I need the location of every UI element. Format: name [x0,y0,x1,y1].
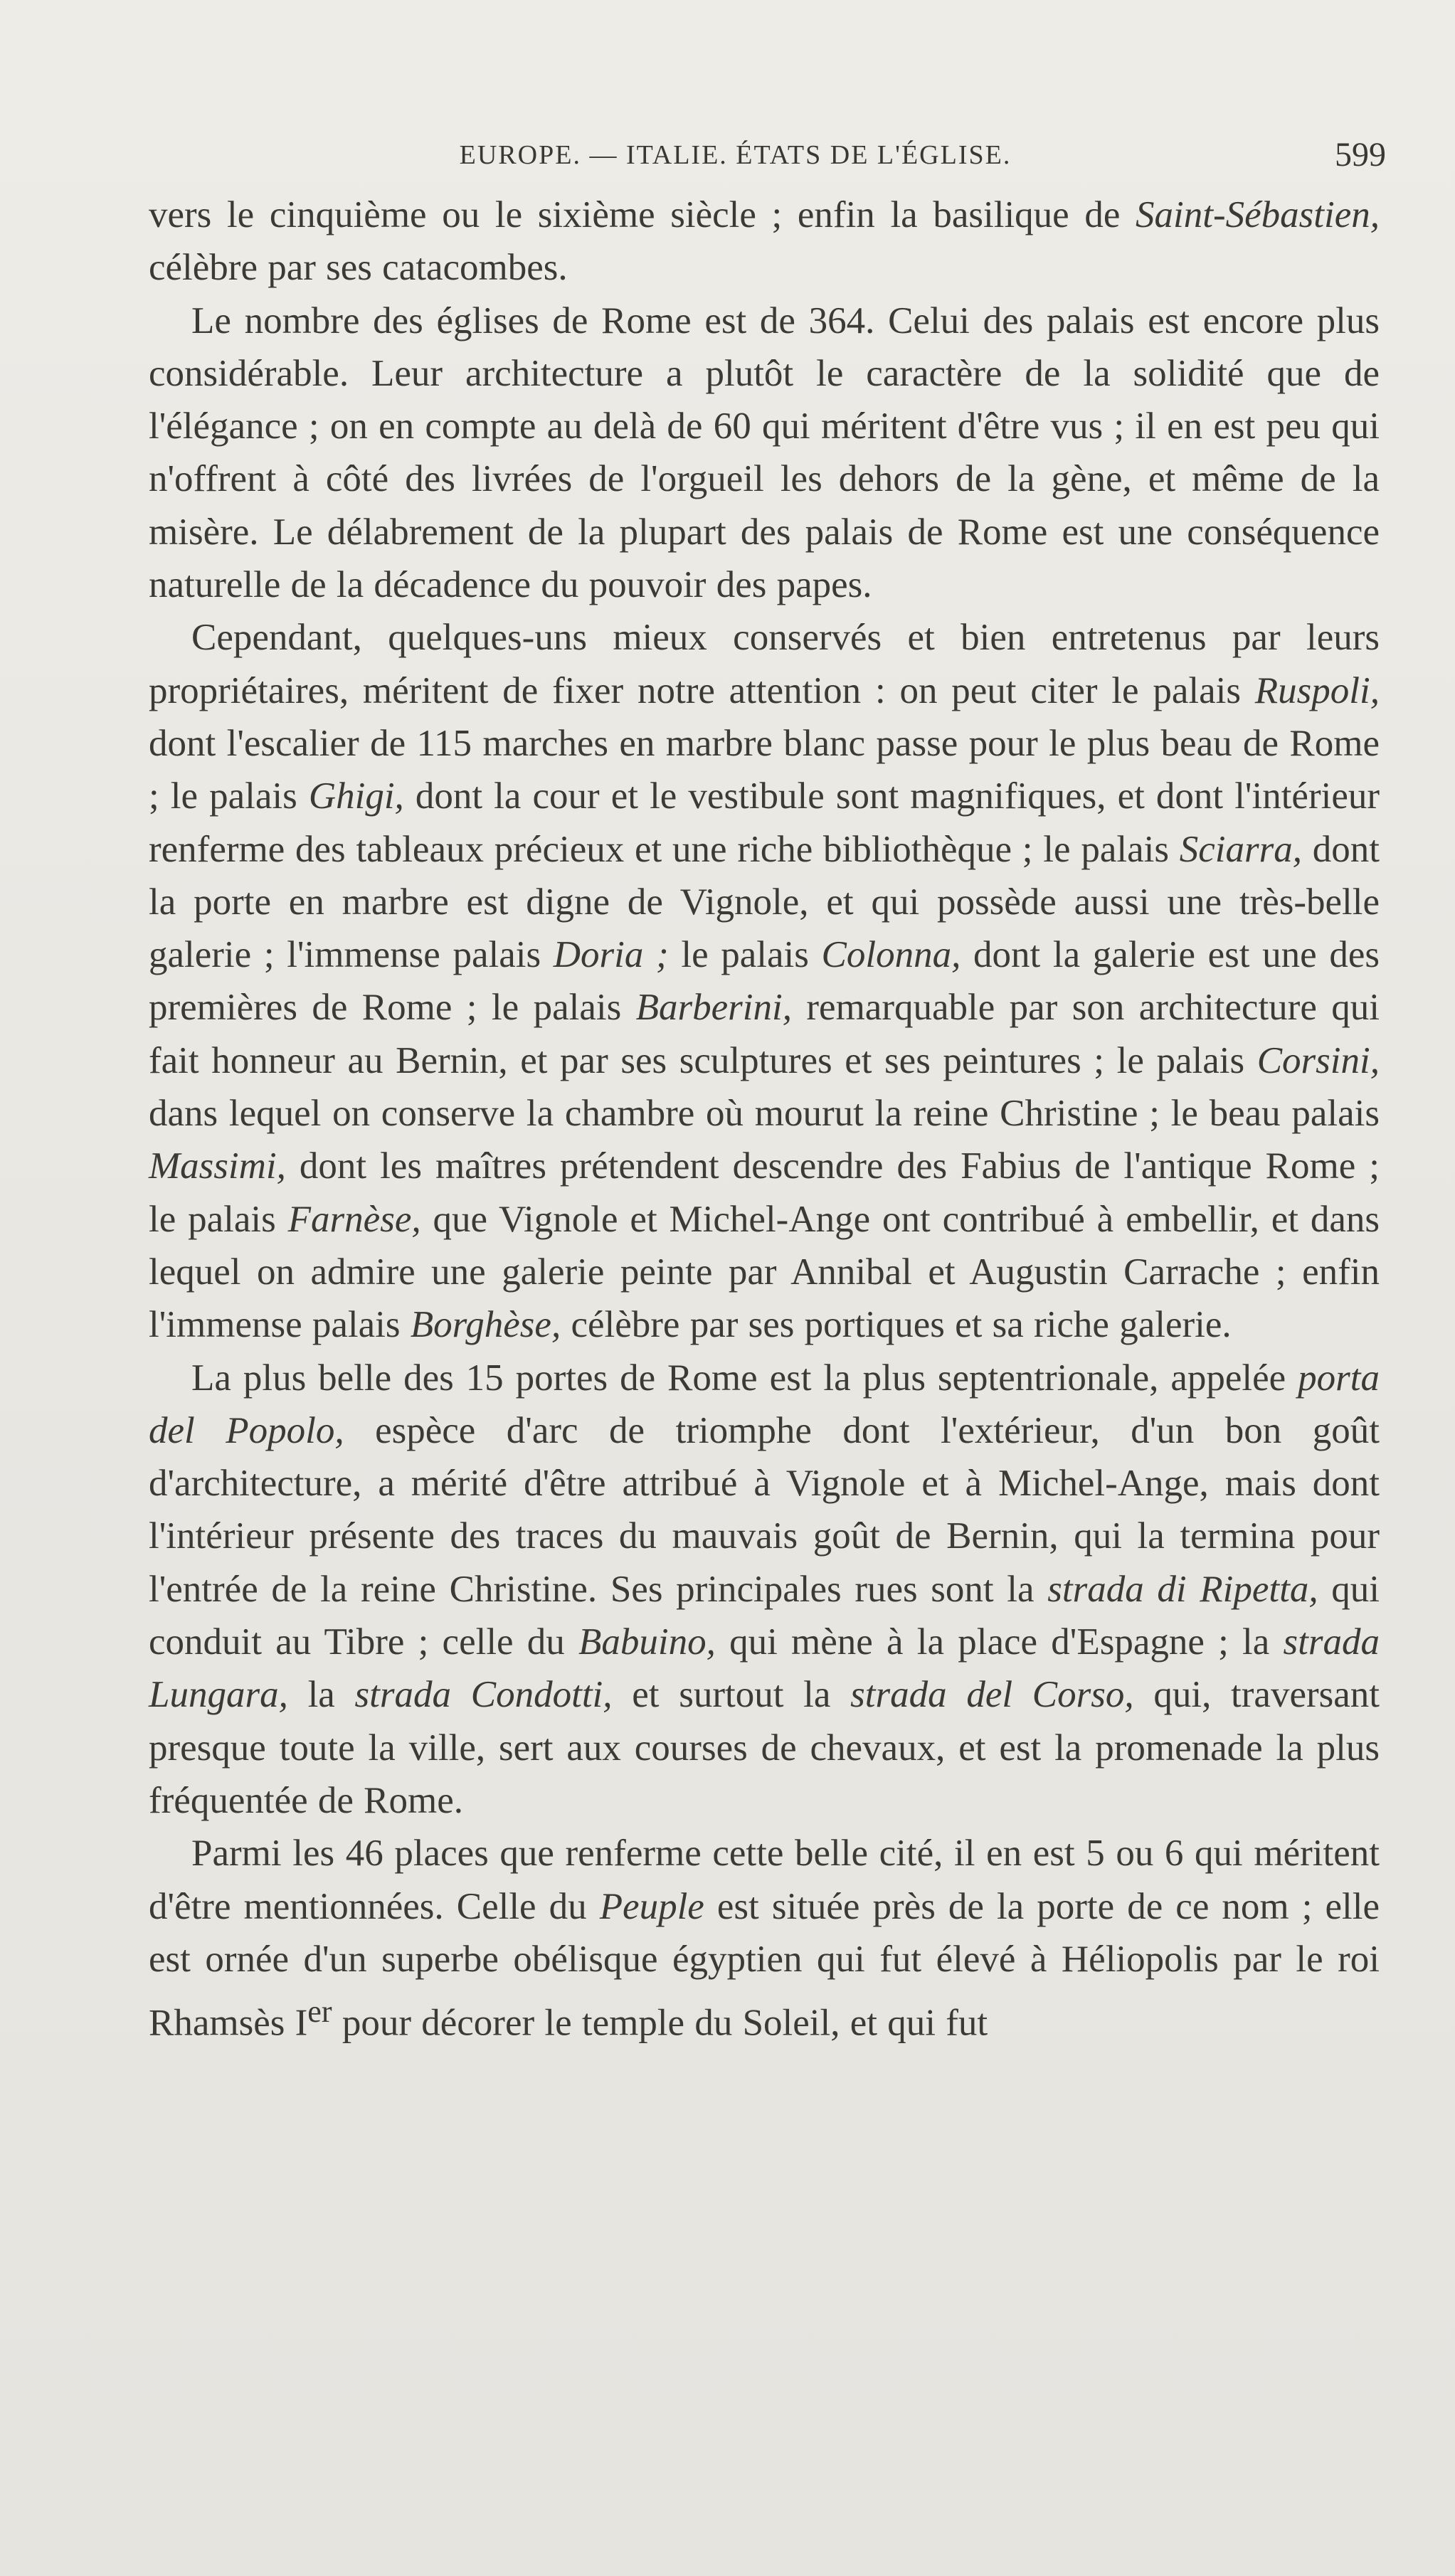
italic-name: Borghèse, [410,1304,561,1346]
text-run: célèbre par ses catacombes. [149,247,568,289]
text-run: qui, traversant presque toute la ville, sert aux courses de chevaux, et est la promenade la plus fréquentée de Rome. [149,1674,1380,1821]
running-head: EUROPE. — ITALIE. ÉTATS DE L'ÉGLISE. [459,140,1012,170]
text-run: la [287,1674,355,1716]
italic-name: Farnèse, [287,1198,421,1240]
italic-name: Babuino, [578,1621,716,1663]
italic-name: Colonna, [821,934,961,976]
italic-name: Massimi, [149,1145,286,1187]
text-run: vers le cinquième ou le sixième siècle ; enfin la basilique de [149,194,1136,235]
text-run: dans lequel on conserve la chambre où mourut la reine Christine ; le beau palais [149,1093,1380,1135]
text-run: La plus belle des 15 portes de Rome est la plus septentrionale, appelée [191,1357,1298,1399]
text-run: remarquable par son architecture qui fait honneur au Bernin, et par ses sculptures et ses peintures ; le palais [149,987,1380,1081]
paragraph-3 [149,611,1380,1351]
text-run: Parmi les 46 places que renferme cette belle cité, il en est 5 ou 6 qui méritent d'être mentionnées. Celle du [149,1833,1380,1927]
italic-name: Peuple [599,1885,704,1927]
text-run: qui mène à la place d'Espagne ; la [715,1621,1284,1663]
italic-name: strada Condotti, [354,1674,613,1716]
text-run: dont la galerie est une des premières de Rome ; le palais [149,934,1380,1029]
text-run: Cependant, quelques-uns mieux conservés et bien entretenus par leurs propriétaires, méritent de fixer notre attention : on peut citer le palais [149,617,1380,711]
italic-name: Doria ; [553,934,669,976]
paragraph-5 [149,1827,1380,2050]
text-run: dont l'escalier de 115 marches en marbre blanc passe pour le plus beau de Rome ; le palais [149,722,1380,817]
italic-name: Ghigi, [308,775,404,817]
italic-name: Corsini, [1256,1039,1380,1081]
paragraph-1 [149,189,1380,295]
italic-name: strada di Ripetta, [1047,1568,1318,1610]
text-run: dont la porte en marbre est digne de Vignole, et qui possède aussi une très-belle galerie ; l'immense palais [149,828,1380,976]
italic-name: Ruspoli, [1254,669,1380,711]
text-run: que Vignole et Michel-Ange ont contribué à embellir, et dans lequel on admire une galerie peinte par Annibal et Augustin Carrache ; enfin l'immense palais [149,1198,1380,1346]
text-run: célèbre par ses portiques et sa riche galerie. [561,1304,1232,1346]
text-run: est située près de la porte de ce nom ; elle est ornée d'un superbe obélisque égyptien qui fut élevé à Héliopolis par le roi Rhamsès I [149,1885,1380,2044]
text-run: dont les maîtres prétendent descendre des Fabius de l'antique Rome ; le palais [149,1145,1380,1240]
text-run: espèce d'arc de triomphe dont l'extérieur, d'un bon goût d'architecture, a mérité d'être attribué à Vignole et à Michel-Ange, mais dont l'intérieur présente des traces du mauvais goût de Bernin, qui la termina pour l'entrée de la reine Christine. Ses principales rues sont la [149,1409,1380,1610]
superscript: er [307,1994,332,2030]
italic-name: Sciarra, [1179,828,1302,870]
italic-name: strada Lungara, [149,1621,1380,1716]
text-run: et surtout la [612,1674,851,1716]
text-run: le palais [668,934,822,976]
page-number: 599 [1335,136,1386,174]
italic-name: strada del Corso, [850,1674,1134,1716]
page-header [149,136,1386,189]
body-text [149,189,1380,2050]
text-run: dont la cour et le vestibule sont magnifiques, et dont l'intérieur renferme des tableaux précieux et une riche bibliothèque ; le palais [149,775,1380,870]
text-run: qui conduit au Tibre ; celle du [149,1568,1380,1663]
paragraph-2 [149,295,1380,612]
italic-name: porta del Popolo, [149,1357,1380,1451]
text-run: Le nombre des églises de Rome est de 364. Celui des palais est encore plus considérable. Leur architecture a plutôt le caractère de la solidité que de l'élégance ; on en compte au delà de 60 qui méritent d'être vus ; il en est peu qui n'offrent à côté des livrées de l'orgueil les dehors de la gène, et même de la misère. Le délabrement de la plupart des palais de Rome est une conséquence naturelle de la décadence du pouvoir des papes. [149,300,1380,606]
italic-name: Barberini, [635,987,792,1029]
text-run: pour décorer le temple du Soleil, et qui fut [332,2002,988,2044]
paragraph-4 [149,1352,1380,1828]
italic-name: Saint-Sébastien, [1136,194,1380,235]
